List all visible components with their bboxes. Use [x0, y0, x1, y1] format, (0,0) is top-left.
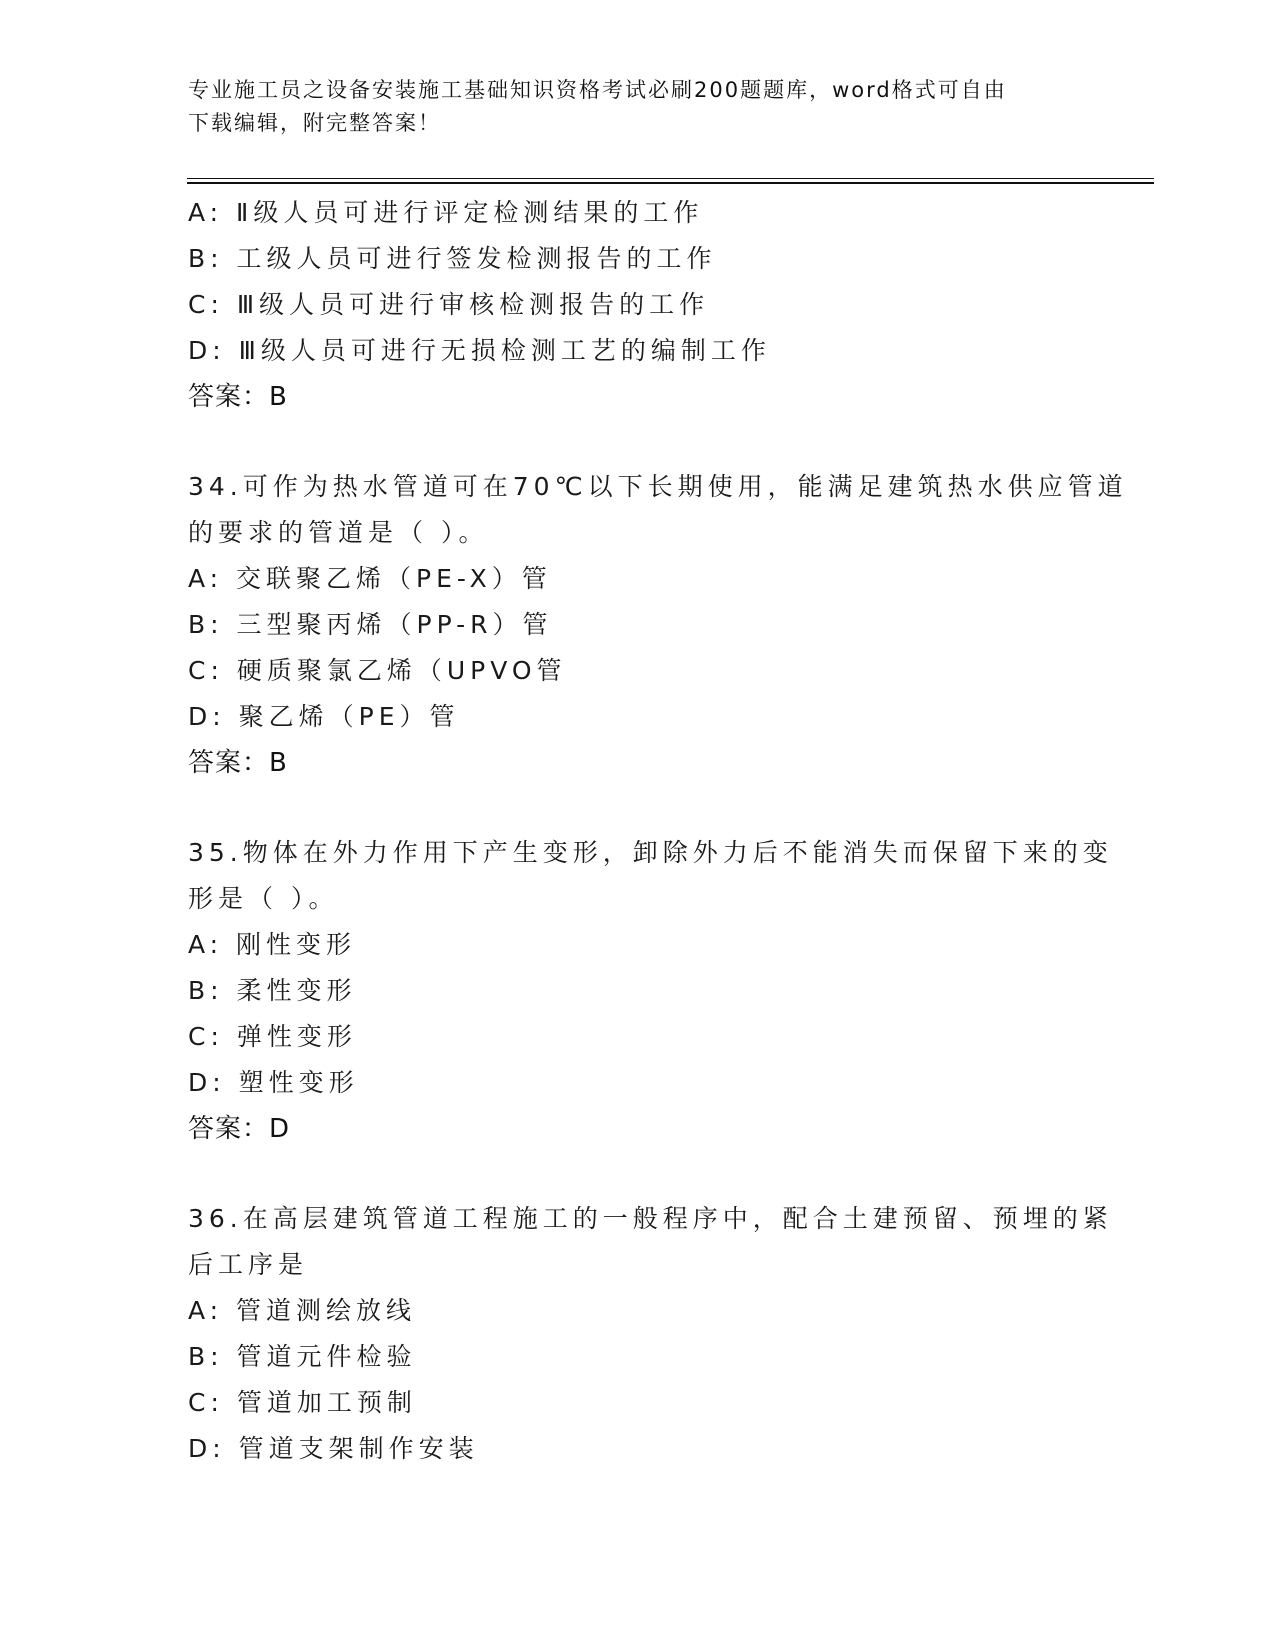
option-a: A: Ⅱ级人员可进行评定检测结果的工作: [188, 198, 704, 227]
option-c: C: 硬质聚氯乙烯（UPVO管: [188, 656, 567, 685]
option-b: B: 柔性变形: [188, 976, 357, 1005]
option-d: D: Ⅲ级人员可进行无损检测工艺的编制工作: [188, 336, 771, 365]
answer-line: 答案：D: [188, 1114, 291, 1144]
question-34: [188, 464, 1128, 786]
spacer: [188, 420, 1088, 464]
option-a: A: 交联聚乙烯（PE-X）管: [188, 564, 552, 593]
option-d: D: 塑性变形: [188, 1068, 359, 1097]
document-header: [188, 74, 1068, 140]
option-a: A: 刚性变形: [188, 930, 357, 959]
option-a: A: 管道测绘放线: [188, 1296, 417, 1325]
question-36: [188, 1196, 1113, 1472]
question-33-continued: [188, 190, 1088, 420]
spacer: [188, 786, 1088, 830]
option-d: D: 管道支架制作安装: [188, 1434, 479, 1463]
answer-line: 答案：B: [188, 748, 288, 778]
option-c: C: Ⅲ级人员可进行审核检测报告的工作: [188, 290, 710, 319]
answer-line: 答案：B: [188, 382, 288, 412]
header-title-line1: 专业施工员之设备安装施工基础知识资格考试必刷200题题库，word格式可自由: [188, 78, 1007, 102]
option-b: B: 工级人员可进行签发检测报告的工作: [188, 244, 717, 273]
option-c: C: 弹性变形: [188, 1022, 357, 1051]
option-b: B: 三型聚丙烯（PP-R）管: [188, 610, 553, 639]
question-text-line1: 36.在高层建筑管道工程施工的一般程序中，配合土建预留、预埋的紧: [188, 1204, 1113, 1233]
question-text-line2: 形是（ ）。: [188, 884, 339, 913]
spacer: [188, 1152, 1088, 1196]
option-b: B: 管道元件检验: [188, 1342, 417, 1371]
header-divider-thin: [187, 178, 1154, 179]
header-title-line2: 下载编辑，附完整答案！: [188, 111, 441, 135]
option-c: C: 管道加工预制: [188, 1388, 417, 1417]
question-text-line2: 后工序是: [188, 1250, 309, 1279]
question-list: [188, 190, 1128, 1472]
question-text-line1: 34.可作为热水管道可在70℃以下长期使用，能满足建筑热水供应管道: [188, 472, 1128, 501]
header-divider-thick: [187, 182, 1154, 184]
question-35: [188, 830, 1113, 1152]
option-d: D: 聚乙烯（PE）管: [188, 702, 460, 731]
question-text-line2: 的要求的管道是（ ）。: [188, 518, 489, 547]
question-text-line1: 35.物体在外力作用下产生变形，卸除外力后不能消失而保留下来的变: [188, 838, 1113, 867]
